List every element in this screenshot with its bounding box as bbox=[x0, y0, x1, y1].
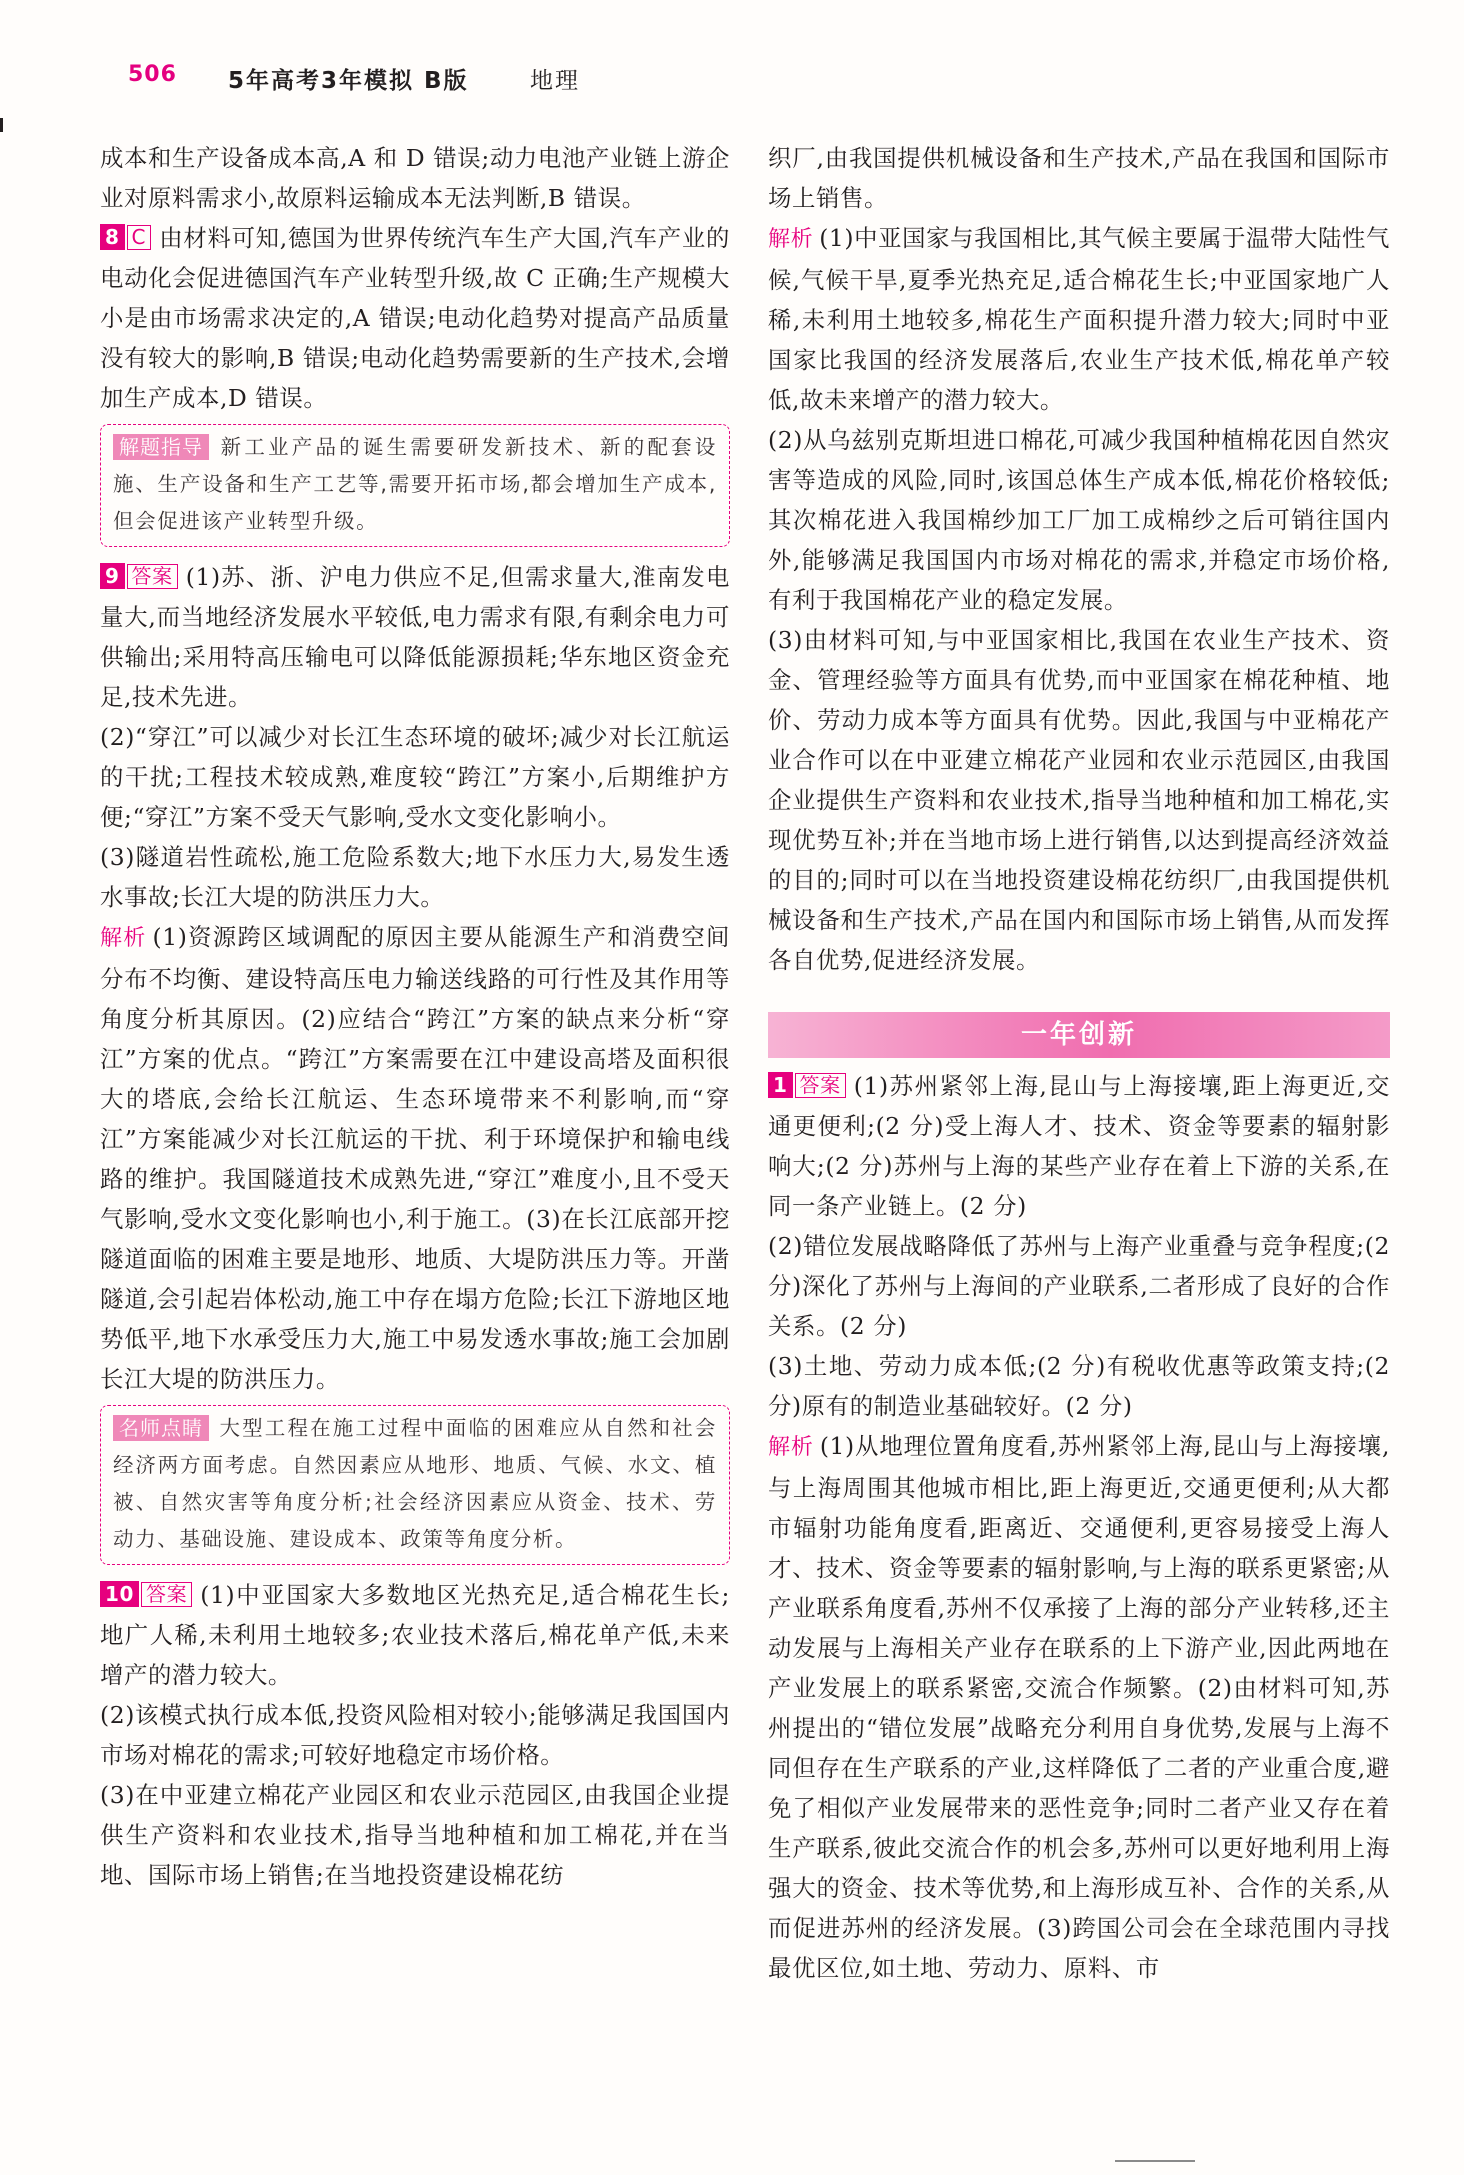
question-8 bbox=[100, 218, 730, 418]
tip-text: 大型工程在施工过程中面临的困难应从自然和社会经济两方面考虑。自然因素应从地形、地质、气候、水文、植被、自然灾害等角度分析;社会经济因素应从资金、技术、劳动力、基础设施、建设成本、政策等角度分析。 bbox=[113, 1416, 717, 1551]
question-number: 8 bbox=[100, 224, 125, 250]
analysis-text: (1)中亚国家与我国相比,其气候主要属于温带大陆性气候,气候干旱,夏季光热充足,适合棉花生长;中亚国家地广人稀,未利用土地较多,棉花生产面积提升潜力较大;同时中亚国家比我国的经济发展落后,农业生产技术低,棉花单产较低,故未来增产的潜力较大。 bbox=[768, 224, 1390, 414]
margin-mark bbox=[0, 118, 3, 132]
question-8-text: 由材料可知,德国为世界传统汽车生产大国,汽车产业的电动化会促进德国汽车产业转型升级,故 C 正确;生产规模大小是由市场需求决定的,A 错误;电动化趋势对提高产品质量没有较大的影响,B 错误;电动化趋势需要新的生产技术,会增加生产成本,D 错误。 bbox=[100, 224, 730, 412]
answer-text: (1)苏州紧邻上海,昆山与上海接壤,距上海更近,交通更便利;(2 分)受上海人才、技术、资金等要素的辐射影响大;(2 分)苏州与上海的某些产业存在着上下游的关系,在同一条产业链上。(2 分) bbox=[768, 1072, 1390, 1220]
question-10-answer-2: (2)该模式执行成本低,投资风险相对较小;能够满足我国国内市场对棉花的需求;可较好地稳定市场价格。 bbox=[100, 1701, 730, 1769]
question-10-analysis-3: (3)由材料可知,与中亚国家相比,我国在农业生产技术、资金、管理经验等方面具有优势,而中亚国家在棉花种植、地价、劳动力成本等方面具有优势。因此,我国与中亚棉花产业合作可以在中亚建立棉花产业园和农业示范园区,由我国企业提供生产资料和农业技术,指导当地种植和加工棉花,实现优势互补;并在当地市场上进行销售,以达到提高经济效益的目的;同时可以在当地投资建设棉花纺织厂,由我国提供机械设备和生产技术,产品在国内和国际市场上销售,从而发挥各自优势,促进经济发展。 bbox=[768, 626, 1390, 974]
tip-label: 名师点睛 bbox=[113, 1415, 209, 1441]
subject-label: 地理 bbox=[530, 68, 580, 94]
question-10-analysis-2: (2)从乌兹别克斯坦进口棉花,可减少我国种植棉花因自然灾害等造成的风险,同时,该国总体生产成本低,棉花价格较低;其次棉花进入我国棉纱加工厂加工成棉纱之后可销往国内外,能够满足我国国内市场对棉花的需求,并稳定市场价格,有利于我国棉花产业的稳定发展。 bbox=[768, 426, 1390, 614]
bottom-rule bbox=[1115, 2160, 1195, 2166]
question-10-answer-3: (3)在中亚建立棉花产业园区和农业示范园区,由我国企业提供生产资料和农业技术,指导当地种植和加工棉花,并在当地、国际市场上销售;在当地投资建设棉花纺 bbox=[100, 1781, 730, 1889]
question-number: 9 bbox=[100, 563, 125, 589]
question-number: 1 bbox=[768, 1072, 793, 1098]
tip-label: 解题指导 bbox=[113, 434, 209, 460]
question-9-answer-3: (3)隧道岩性疏松,施工危险系数大;地下水压力大,易发生透水事故;长江大堤的防洪压力大。 bbox=[100, 843, 730, 911]
answer-label: 答案 bbox=[795, 1073, 846, 1098]
page-number: 506 bbox=[128, 62, 177, 87]
section-title: 一年创新 bbox=[768, 1012, 1390, 1058]
paragraph-continued: 成本和生产设备成本高,A 和 D 错误;动力电池产业链上游企业对原料需求小,故原料运输成本无法判断,B 错误。 bbox=[100, 144, 730, 212]
question-number: 10 bbox=[100, 1581, 139, 1607]
question-10-analysis-1 bbox=[768, 218, 1390, 420]
answer-text: (1)苏、浙、沪电力供应不足,但需求量大,淮南发电量大,而当地经济发展水平较低,电力需求有限,有剩余电力可供输出;采用特高压输电可以降低能源损耗;华东地区资金充足,技术先进。 bbox=[100, 563, 730, 711]
question-9-answer-1 bbox=[100, 557, 730, 717]
paragraph-continued: 织厂,由我国提供机械设备和生产技术,产品在我国和国际市场上销售。 bbox=[768, 144, 1390, 212]
page-header bbox=[0, 58, 1464, 108]
question-10-answer-1 bbox=[100, 1575, 730, 1695]
question-9-analysis bbox=[100, 917, 730, 1399]
analysis-text: (1)从地理位置角度看,苏州紧邻上海,昆山与上海接壤,与上海周围其他城市相比,距上海更近,交通更便利;从大都市辐射功能角度看,距离近、交通便利,更容易接受上海人才、技术、资金等要素的辐射影响,与上海的联系更紧密;从产业联系角度看,苏州不仅承接了上海的部分产业转移,还主动发展与上海相关产业存在联系的上下游产业,因此两地在产业发展上的联系紧密,交流合作频繁。(2)由材料可知,苏州提出的“错位发展”战略充分利用自身优势,发展与上海不同但存在生产联系的产业,这样降低了二者的产业重合度,避免了相似产业发展带来的恶性竞争;同时二者产业又存在着生产联系,彼此交流合作的机会多,苏州可以更好地利用上海强大的资金、技术等优势,和上海形成互补、合作的关系,从而促进苏州的经济发展。(3)跨国公司会在全球范围内寻找最优区位,如土地、劳动力、原料、市 bbox=[768, 1432, 1390, 1982]
question-9-answer-2: (2)“穿江”可以减少对长江生态环境的破坏;减少对长江航运的干扰;工程技术较成熟,难度较“跨江”方案小,后期维护方便;“穿江”方案不受天气影响,受水文变化影响小。 bbox=[100, 723, 730, 831]
analysis-label: 解析 bbox=[768, 1435, 814, 1460]
analysis-label: 解析 bbox=[768, 227, 814, 252]
new-question-1-answer-1 bbox=[768, 1066, 1390, 1226]
new-question-1-answer-3: (3)土地、劳动力成本低;(2 分)有税收优惠等政策支持;(2 分)原有的制造业基础较好。(2 分) bbox=[768, 1352, 1390, 1420]
tip-box-teacher bbox=[100, 1405, 730, 1565]
answer-text: (1)中亚国家大多数地区光热充足,适合棉花生长;地广人稀,未利用土地较多;农业技术落后,棉花单产低,未来增产的潜力较大。 bbox=[100, 1581, 730, 1689]
new-question-1-analysis bbox=[768, 1426, 1390, 1988]
answer-label: 答案 bbox=[141, 1582, 192, 1607]
new-question-1-answer-2: (2)错位发展战略降低了苏州与上海产业重叠与竞争程度;(2 分)深化了苏州与上海间的产业联系,二者形成了良好的合作关系。(2 分) bbox=[768, 1232, 1390, 1340]
book-title: 5年高考3年模拟 B版 bbox=[228, 68, 469, 94]
right-column bbox=[768, 138, 1390, 1988]
tip-box-guide bbox=[100, 424, 730, 547]
left-column bbox=[100, 138, 730, 1895]
tip-text: 新工业产品的诞生需要研发新技术、新的配套设施、生产设备和生产工艺等,需要开拓市场,都会增加生产成本,但会促进该产业转型升级。 bbox=[113, 435, 717, 533]
analysis-text: (1)资源跨区域调配的原因主要从能源生产和消费空间分布不均衡、建设特高压电力输送线路的可行性及其作用等角度分析其原因。(2)应结合“跨江”方案的缺点来分析“穿江”方案的优点。“跨江”方案需要在江中建设高塔及面积很大的塔底,会给长江航运、生态环境带来不利影响,而“穿江”方案能减少对长江航运的干扰、利于环境保护和输电线路的维护。我国隧道技术成熟先进,“穿江”难度小,且不受天气影响,受水文变化影响也小,利于施工。(3)在长江底部开挖隧道面临的困难主要是地形、地质、大堤防洪压力等。开凿隧道,会引起岩体松动,施工中存在塌方危险;长江下游地区地势低平,地下水承受压力大,施工中易发透水事故;施工会加剧长江大堤的防洪压力。 bbox=[100, 923, 730, 1393]
analysis-label: 解析 bbox=[100, 926, 147, 951]
answer-letter: C bbox=[127, 225, 152, 250]
answer-label: 答案 bbox=[127, 564, 178, 589]
